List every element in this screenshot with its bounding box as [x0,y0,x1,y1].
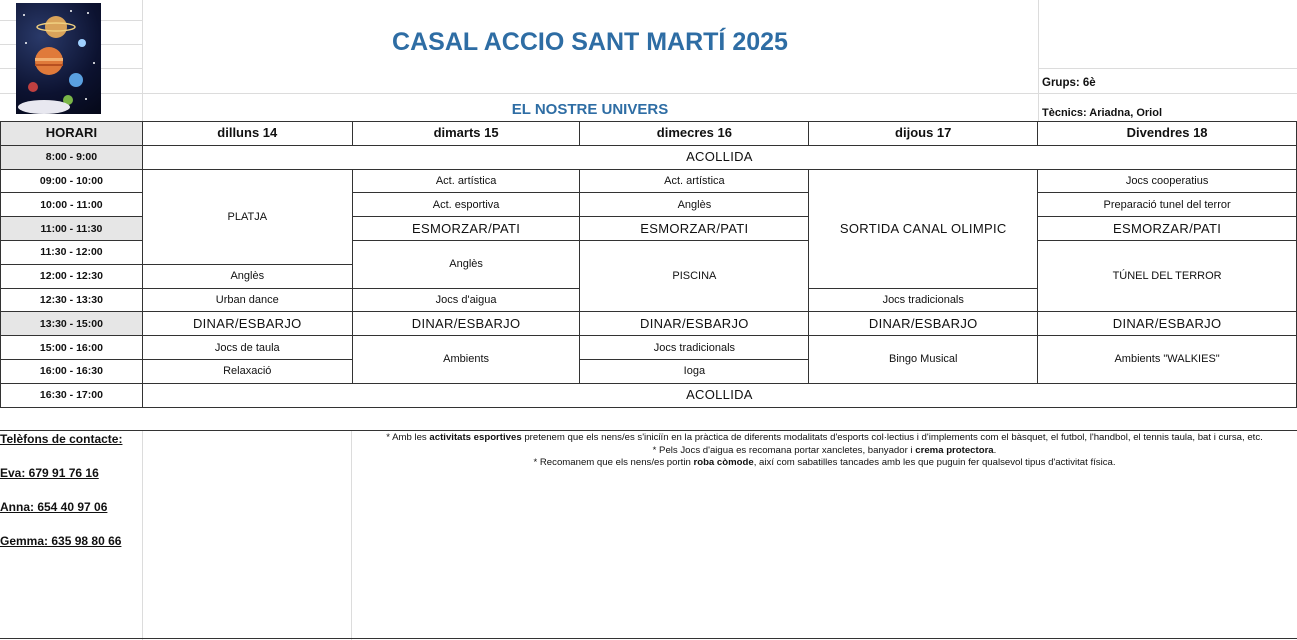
table-row [1,145,1297,169]
activity-cell: Preparació tunel del terror [1038,193,1297,217]
note-text: * Recomanem que els nens/es portin [533,457,694,468]
table-row [1,169,1297,193]
header-day: dimarts 15 [352,122,580,146]
note-sports [352,432,1297,445]
activity-cell: Ioga [580,359,809,383]
contacts-heading: Telèfons de contacte: [0,432,123,446]
time-cell: 12:30 - 13:30 [1,288,143,312]
gridline [1038,0,1039,121]
table-row [1,312,1297,336]
header-horari: HORARI [1,122,143,146]
activity-cell: Jocs tradicionals [580,336,809,360]
header-day: dijous 17 [809,122,1038,146]
activity-cell: ESMORZAR/PATI [1038,217,1297,241]
contact-eva: Eva: 679 91 76 16 [0,466,99,480]
notes-section [352,432,1297,470]
table-row [1,336,1297,360]
time-cell: 13:30 - 15:00 [1,312,143,336]
time-cell: 16:30 - 17:00 [1,383,143,407]
header-day: Divendres 18 [1038,122,1297,146]
activity-cell: ACOLLIDA [142,383,1296,407]
activity-cell: PISCINA [580,240,809,311]
activity-cell: Act. artística [352,169,580,193]
header-day: dimecres 16 [580,122,809,146]
gridline [1038,68,1297,69]
contact-anna: Anna: 654 40 97 06 [0,500,108,514]
activity-cell: DINAR/ESBARJO [1038,312,1297,336]
activity-cell: Jocs tradicionals [809,288,1038,312]
activity-cell: Ambients "WALKIES" [1038,336,1297,384]
activity-cell: Jocs de taula [142,336,352,360]
activity-cell: Anglès [580,193,809,217]
activity-cell: Act. artística [580,169,809,193]
activity-cell: DINAR/ESBARJO [809,312,1038,336]
activity-cell: Act. esportiva [352,193,580,217]
note-bold: crema protectora [915,444,994,456]
time-cell: 11:30 - 12:00 [1,240,143,264]
notes-top-border [0,430,1297,431]
space-logo-image [16,3,101,114]
activity-cell: PLATJA [142,169,352,264]
table-row [1,383,1297,407]
note-text: pretenem que els nens/es s'iniciïn en la pràctica de diferents modalitats d'esports col·lectius i d'implements com el bàsquet, el futbol, l'handbol, el tennis taula, bat i cursa, etc. [521,432,1263,443]
note-text: * Pels Jocs d'aigua es recomana portar xancletes, banyador i [652,444,916,456]
gridline [142,430,143,640]
activity-cell: TÚNEL DEL TERROR [1038,240,1297,311]
bottom-border [0,638,1297,639]
time-cell: 12:00 - 12:30 [1,264,143,288]
activity-cell: SORTIDA CANAL OLIMPIC [809,169,1038,288]
note-bold: roba còmode [693,457,754,468]
activity-cell: Bingo Musical [809,336,1038,384]
activity-cell: Jocs d'aigua [352,288,580,312]
time-cell: 8:00 - 9:00 [1,145,143,169]
note-bold: activitats esportives [429,432,522,443]
groups-label: Grups: 6è [1042,77,1096,89]
activity-cell: DINAR/ESBARJO [580,312,809,336]
activity-cell: Urban dance [142,288,352,312]
gridline [142,93,1297,94]
note-clothes [352,457,1297,470]
note-text: . [993,444,997,456]
time-cell: 16:00 - 16:30 [1,359,143,383]
activity-cell: Anglès [142,264,352,288]
time-cell: 11:00 - 11:30 [1,217,143,241]
table-row [1,122,1297,146]
note-text: * Amb les [386,432,430,443]
activity-cell: Anglès [352,240,580,288]
activity-cell: Ambients [352,336,580,384]
page-subtitle: EL NOSTRE UNIVERS [511,101,669,118]
tecnics-label: Tècnics: Ariadna, Oriol [1042,107,1163,119]
header-day: dilluns 14 [142,122,352,146]
time-cell: 10:00 - 11:00 [1,193,143,217]
note-text: , així com sabatilles tancades amb les que puguin fer qualsevol tipus d'activitat física. [753,457,1116,468]
activity-cell: ESMORZAR/PATI [580,217,809,241]
time-cell: 15:00 - 16:00 [1,336,143,360]
activity-cell: Relaxació [142,359,352,383]
activity-cell: ACOLLIDA [142,145,1296,169]
time-cell: 09:00 - 10:00 [1,169,143,193]
activity-cell: ESMORZAR/PATI [352,217,580,241]
note-water [352,445,1297,458]
schedule-table [0,121,1297,408]
activity-cell: DINAR/ESBARJO [352,312,580,336]
activity-cell: Jocs cooperatius [1038,169,1297,193]
activity-cell: DINAR/ESBARJO [142,312,352,336]
contact-gemma: Gemma: 635 98 80 66 [0,534,122,548]
page-title: CASAL ACCIO SANT MARTÍ 2025 [392,28,788,56]
